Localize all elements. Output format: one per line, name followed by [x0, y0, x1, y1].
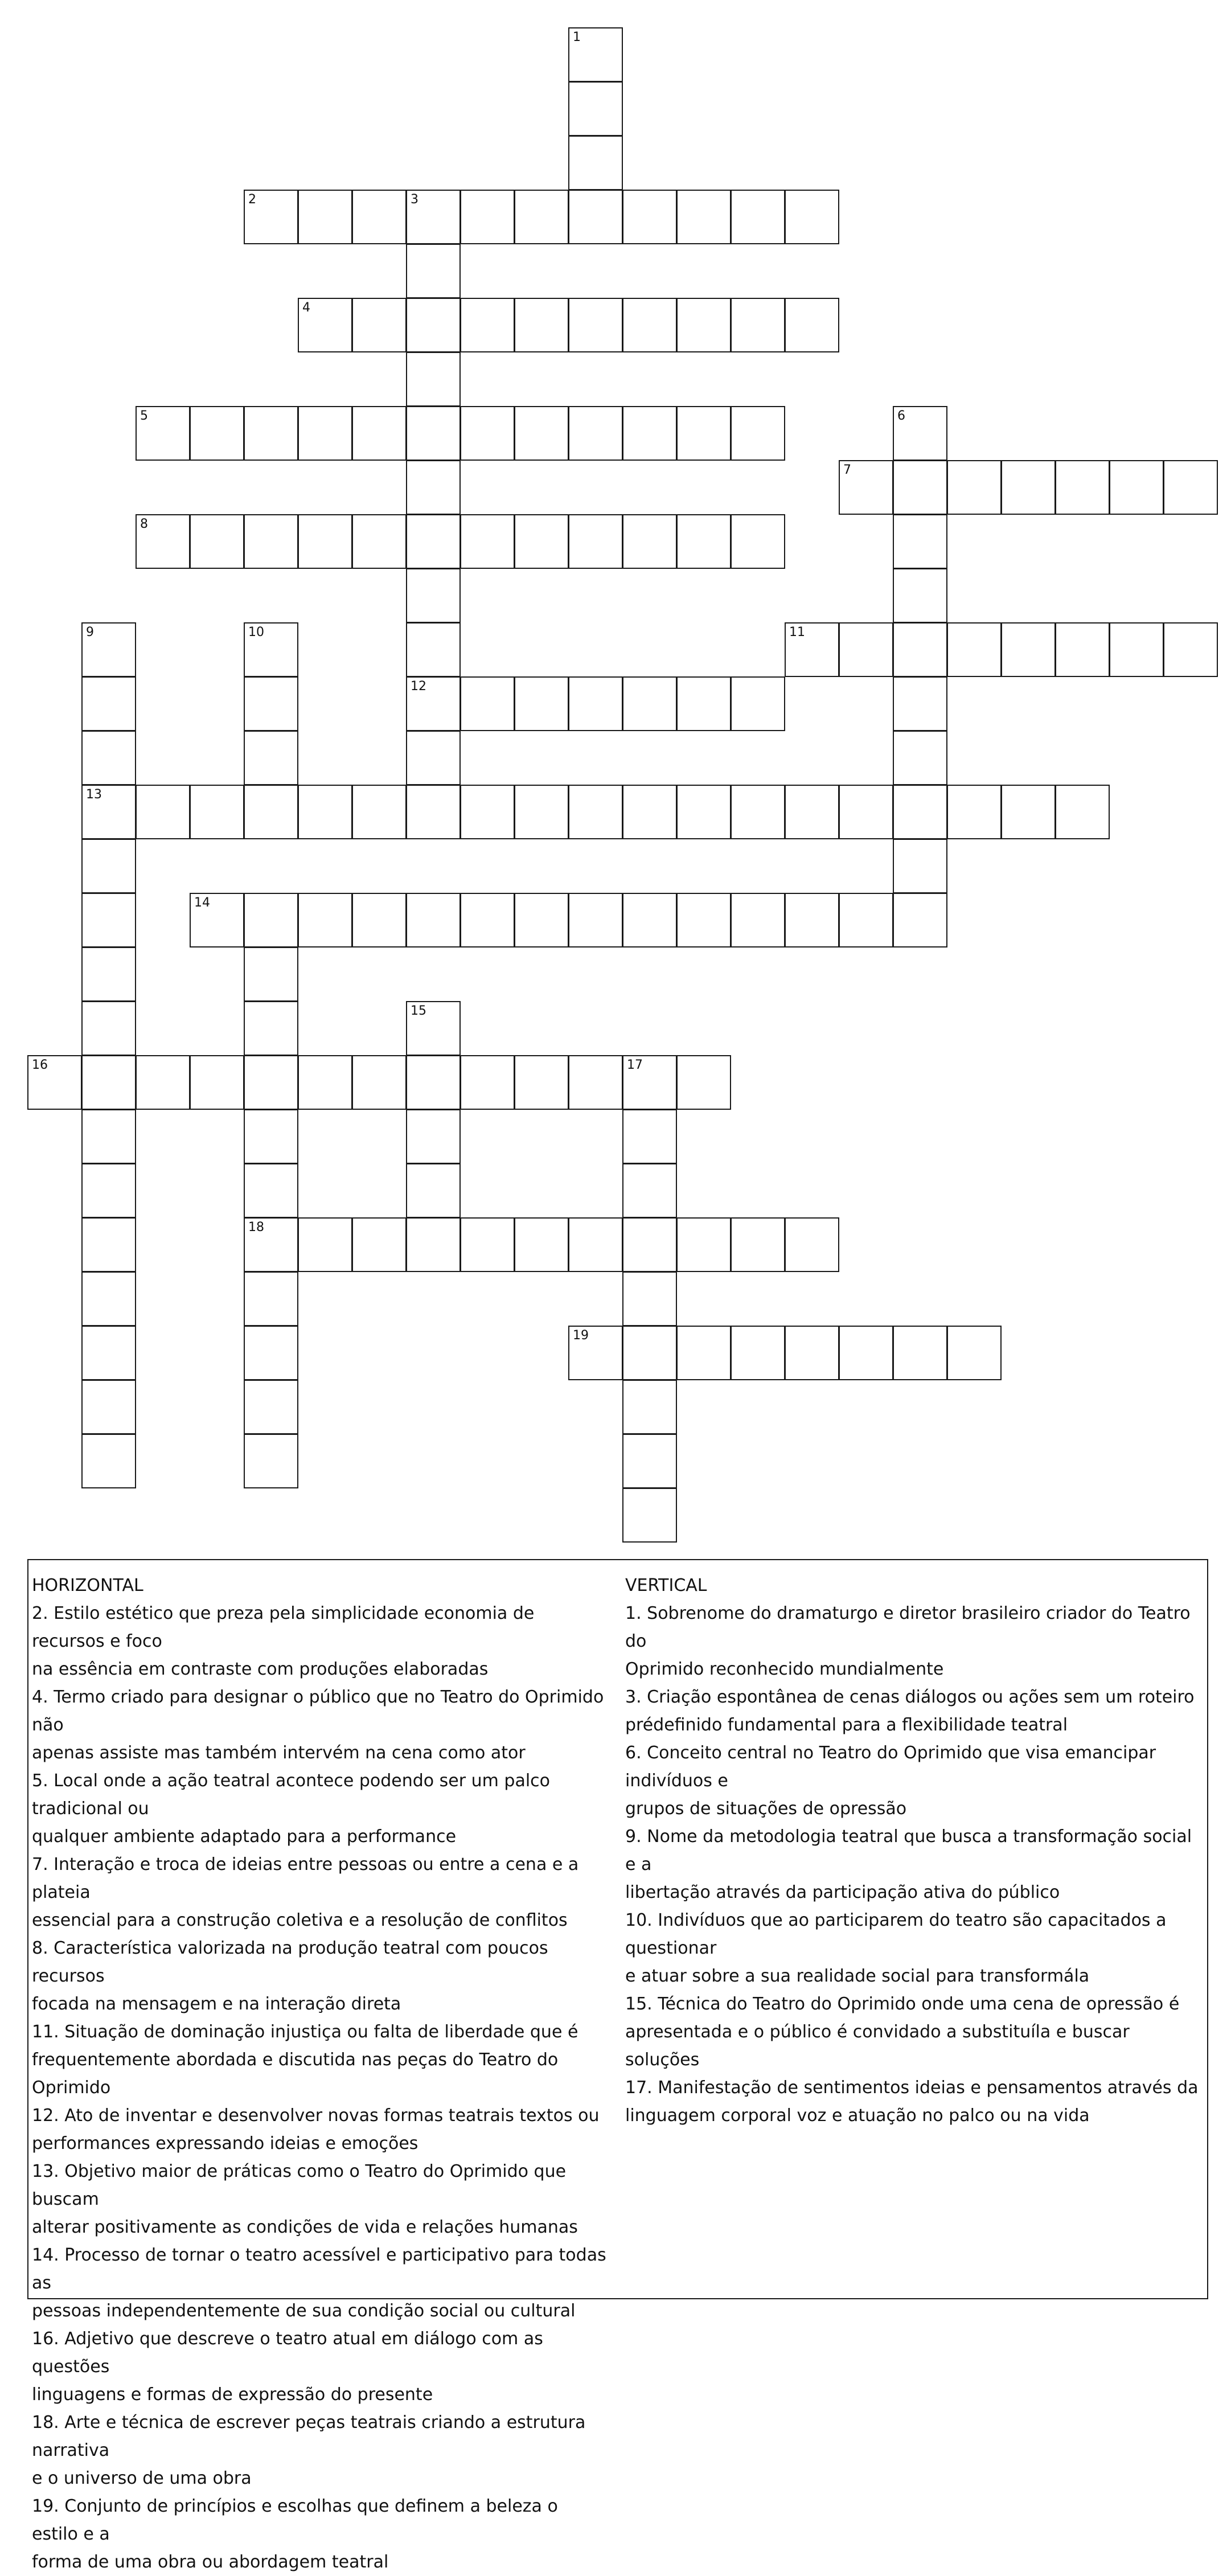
grid-cell[interactable] [244, 1380, 298, 1434]
grid-cell[interactable] [568, 785, 623, 839]
grid-cell[interactable] [460, 676, 515, 731]
grid-cell[interactable] [1001, 785, 1056, 839]
grid-cell[interactable] [568, 27, 623, 82]
grid-cell[interactable] [568, 893, 623, 947]
vertical-clue-line: e atuar sobre a sua realidade social para transformála [625, 1966, 1090, 1986]
vertical-clue-line: 10. Indivíduos que ao participarem do teatro são capacitados a questionar [625, 1910, 1167, 1958]
grid-cell[interactable] [947, 1326, 1002, 1380]
grid-cell[interactable] [406, 460, 461, 515]
grid-cell[interactable] [298, 1217, 352, 1272]
grid-cell[interactable] [136, 514, 190, 569]
vertical-clue-line: 15. Técnica do Teatro do Oprimido onde uma cena de opressão é [625, 1994, 1180, 2014]
grid-cell[interactable] [622, 893, 677, 947]
grid-cell[interactable] [298, 190, 352, 244]
grid-cell[interactable] [352, 298, 407, 352]
grid-cell[interactable] [136, 1055, 190, 1110]
grid-cell[interactable] [190, 406, 244, 461]
vertical-clue-line: 17. Manifestação de sentimentos ideias e pensamentos através da [625, 2078, 1199, 2098]
horizontal-clue-line: apenas assiste mas também intervém na cena como ator [32, 1743, 526, 1763]
grid-cell[interactable] [1055, 460, 1110, 515]
grid-cell[interactable] [622, 1163, 677, 1218]
grid-cell[interactable] [947, 785, 1002, 839]
grid-cell[interactable] [406, 1217, 461, 1272]
vertical-clues [625, 1572, 1200, 2130]
grid-cell[interactable] [622, 676, 677, 731]
grid-cell[interactable] [244, 676, 298, 731]
grid-cell[interactable] [731, 1217, 785, 1272]
grid-cell[interactable] [785, 298, 839, 352]
grid-cell[interactable] [81, 731, 136, 785]
clues-box [27, 1559, 1208, 2572]
clue-number: 4 [302, 301, 310, 315]
grid-cell[interactable] [244, 893, 298, 947]
grid-cell[interactable] [839, 622, 893, 677]
grid-cell[interactable] [244, 1055, 298, 1110]
grid-cell[interactable] [568, 190, 623, 244]
clue-number: 6 [897, 409, 905, 423]
grid-cell[interactable] [352, 514, 407, 569]
grid-cell[interactable] [244, 190, 298, 244]
vertical-clue-line: Oprimido reconhecido mundialmente [625, 1659, 944, 1679]
grid-cell[interactable] [893, 731, 947, 785]
vertical-title: VERTICAL [625, 1576, 707, 1595]
horizontal-clue-line: performances expressando ideias e emoções [32, 2134, 418, 2153]
grid-cell[interactable] [622, 1488, 677, 1543]
grid-cell[interactable] [893, 785, 947, 839]
grid-cell[interactable] [893, 676, 947, 731]
horizontal-clue-line: na essência em contraste com produções elaboradas [32, 1659, 489, 1679]
clue-number: 15 [411, 1004, 426, 1018]
grid-cell[interactable] [1001, 622, 1056, 677]
grid-cell[interactable] [460, 298, 515, 352]
grid-cell[interactable] [622, 1055, 677, 1110]
grid-cell[interactable] [1001, 460, 1056, 515]
clue-number: 9 [86, 625, 94, 639]
grid-cell[interactable] [676, 893, 731, 947]
grid-cell[interactable] [190, 785, 244, 839]
grid-cell[interactable] [406, 1163, 461, 1218]
grid-cell[interactable] [27, 1055, 82, 1110]
grid-cell[interactable] [136, 406, 190, 461]
horizontal-clue-line: frequentemente abordada e discutida nas peças do Teatro do Oprimido [32, 2050, 559, 2098]
grid-cell[interactable] [406, 785, 461, 839]
grid-cell[interactable] [568, 1326, 623, 1380]
grid-cell[interactable] [244, 1109, 298, 1164]
grid-cell[interactable] [568, 514, 623, 569]
grid-cell[interactable] [568, 406, 623, 461]
clue-number: 12 [411, 679, 426, 694]
grid-cell[interactable] [893, 839, 947, 893]
grid-cell[interactable] [514, 893, 569, 947]
grid-cell[interactable] [406, 406, 461, 461]
grid-cell[interactable] [568, 1055, 623, 1110]
grid-cell[interactable] [81, 1326, 136, 1380]
horizontal-clues [32, 1572, 607, 2576]
grid-cell[interactable] [244, 1163, 298, 1218]
grid-cell[interactable] [352, 1217, 407, 1272]
grid-cell[interactable] [893, 1326, 947, 1380]
grid-cell[interactable] [406, 514, 461, 569]
grid-cell[interactable] [81, 1001, 136, 1056]
grid-cell[interactable] [460, 1217, 515, 1272]
grid-cell[interactable] [893, 893, 947, 947]
grid-cell[interactable] [460, 893, 515, 947]
grid-cell[interactable] [81, 1380, 136, 1434]
grid-cell[interactable] [81, 676, 136, 731]
grid-cell[interactable] [298, 893, 352, 947]
horizontal-clue-line: 18. Arte e técnica de escrever peças teatrais criando a estrutura narrativa [32, 2413, 586, 2460]
grid-cell[interactable] [676, 676, 731, 731]
horizontal-clue-line: 16. Adjetivo que descreve o teatro atual em diálogo com as questões [32, 2329, 543, 2377]
grid-cell[interactable] [190, 893, 244, 947]
grid-cell[interactable] [244, 1271, 298, 1326]
grid-cell[interactable] [893, 514, 947, 569]
grid-cell[interactable] [622, 406, 677, 461]
clue-number: 19 [573, 1328, 589, 1343]
grid-cell[interactable] [676, 1326, 731, 1380]
grid-cell[interactable] [406, 731, 461, 785]
grid-cell[interactable] [81, 893, 136, 947]
grid-cell[interactable] [1109, 460, 1164, 515]
grid-cell[interactable] [676, 298, 731, 352]
grid-cell[interactable] [244, 947, 298, 1002]
grid-cell[interactable] [1055, 622, 1110, 677]
horizontal-clue-line: 5. Local onde a ação teatral acontece podendo ser um palco tradicional ou [32, 1771, 551, 1819]
grid-cell[interactable] [785, 622, 839, 677]
horizontal-clue-line: 12. Ato de inventar e desenvolver novas formas teatrais textos ou [32, 2106, 600, 2126]
clue-number: 16 [32, 1058, 48, 1072]
grid-cell[interactable] [568, 136, 623, 190]
grid-cell[interactable] [839, 785, 893, 839]
clue-number: 13 [86, 787, 102, 802]
grid-cell[interactable] [244, 1434, 298, 1488]
grid-cell[interactable] [839, 460, 893, 515]
horizontal-clue-line: e o universo de uma obra [32, 2468, 252, 2488]
horizontal-clue-line: 4. Termo criado para designar o público que no Teatro do Oprimido não [32, 1687, 604, 1735]
grid-cell[interactable] [622, 298, 677, 352]
grid-cell[interactable] [785, 1217, 839, 1272]
grid-cell[interactable] [81, 622, 136, 677]
horizontal-clue-line: forma de uma obra ou abordagem teatral [32, 2552, 389, 2572]
vertical-clue-line: grupos de situações de opressão [625, 1799, 907, 1819]
grid-cell[interactable] [731, 676, 785, 731]
grid-cell[interactable] [136, 785, 190, 839]
grid-cell[interactable] [947, 460, 1002, 515]
grid-cell[interactable] [514, 406, 569, 461]
grid-cell[interactable] [244, 1217, 298, 1272]
grid-cell[interactable] [947, 622, 1002, 677]
clue-number: 2 [248, 192, 256, 207]
grid-cell[interactable] [893, 622, 947, 677]
grid-cell[interactable] [406, 298, 461, 352]
grid-cell[interactable] [514, 1217, 569, 1272]
vertical-clue-line: prédefinido fundamental para a flexibilidade teatral [625, 1715, 1068, 1735]
horizontal-clue-line: 11. Situação de dominação injustiça ou falta de liberdade que é [32, 2022, 578, 2042]
grid-cell[interactable] [622, 1326, 677, 1380]
vertical-clue-line: 6. Conceito central no Teatro do Oprimido que visa emancipar indivíduos e [625, 1743, 1156, 1791]
grid-cell[interactable] [676, 785, 731, 839]
grid-cell[interactable] [406, 244, 461, 298]
grid-cell[interactable] [81, 1163, 136, 1218]
horizontal-clue-line: linguagens e formas de expressão do presente [32, 2385, 433, 2405]
grid-cell[interactable] [731, 1326, 785, 1380]
grid-cell[interactable] [460, 406, 515, 461]
grid-cell[interactable] [731, 190, 785, 244]
horizontal-clue-line: alterar positivamente as condições de vida e relações humanas [32, 2217, 578, 2237]
grid-cell[interactable] [244, 622, 298, 677]
grid-cell[interactable] [731, 893, 785, 947]
vertical-clue-line: apresentada e o público é convidado a substituíla e buscar soluções [625, 2022, 1130, 2070]
grid-cell[interactable] [406, 676, 461, 731]
grid-cell[interactable] [352, 406, 407, 461]
grid-cell[interactable] [731, 514, 785, 569]
clue-number: 5 [140, 409, 148, 423]
vertical-clue-line: 9. Nome da metodologia teatral que busca a transformação social e a [625, 1827, 1192, 1874]
grid-cell[interactable] [622, 190, 677, 244]
grid-cell[interactable] [1055, 785, 1110, 839]
grid-cell[interactable] [81, 1055, 136, 1110]
grid-cell[interactable] [622, 1109, 677, 1164]
grid-cell[interactable] [622, 785, 677, 839]
grid-cell[interactable] [406, 190, 461, 244]
clue-number: 3 [411, 192, 418, 207]
grid-cell[interactable] [406, 1001, 461, 1056]
horizontal-clue-line: 14. Processo de tornar o teatro acessível e participativo para todas as [32, 2245, 606, 2293]
grid-cell[interactable] [676, 514, 731, 569]
grid-cell[interactable] [676, 406, 731, 461]
grid-cell[interactable] [244, 406, 298, 461]
vertical-clue-line: linguagem corporal voz e atuação no palco ou na vida [625, 2106, 1090, 2126]
grid-cell[interactable] [406, 1055, 461, 1110]
grid-cell[interactable] [622, 1217, 677, 1272]
grid-cell[interactable] [731, 406, 785, 461]
grid-cell[interactable] [622, 1380, 677, 1434]
grid-cell[interactable] [785, 1326, 839, 1380]
grid-cell[interactable] [676, 190, 731, 244]
grid-cell[interactable] [81, 839, 136, 893]
grid-cell[interactable] [81, 947, 136, 1002]
grid-cell[interactable] [622, 1271, 677, 1326]
grid-cell[interactable] [298, 406, 352, 461]
horizontal-clue-line: 19. Conjunto de princípios e escolhas que definem a beleza o estilo e a [32, 2496, 558, 2544]
grid-cell[interactable] [514, 1055, 569, 1110]
grid-cell[interactable] [460, 1055, 515, 1110]
grid-cell[interactable] [190, 1055, 244, 1110]
grid-cell[interactable] [785, 190, 839, 244]
horizontal-clue-line: qualquer ambiente adaptado para a performance [32, 1827, 457, 1847]
grid-cell[interactable] [81, 1109, 136, 1164]
grid-cell[interactable] [1109, 622, 1164, 677]
grid-cell[interactable] [893, 406, 947, 461]
horizontal-clue-line: 13. Objetivo maior de práticas como o Teatro do Oprimido que buscam [32, 2161, 567, 2209]
grid-cell[interactable] [1163, 622, 1218, 677]
grid-cell[interactable] [893, 460, 947, 515]
grid-cell[interactable] [514, 298, 569, 352]
grid-cell[interactable] [298, 1055, 352, 1110]
grid-cell[interactable] [1163, 460, 1218, 515]
grid-cell[interactable] [244, 785, 298, 839]
grid-cell[interactable] [460, 785, 515, 839]
grid-cell[interactable] [244, 514, 298, 569]
grid-cell[interactable] [568, 298, 623, 352]
grid-cell[interactable] [298, 514, 352, 569]
grid-cell[interactable] [731, 785, 785, 839]
grid-cell[interactable] [785, 893, 839, 947]
vertical-clue-line: libertação através da participação ativa do público [625, 1882, 1060, 1902]
grid-cell[interactable] [514, 676, 569, 731]
horizontal-clue-line: focada na mensagem e na interação direta [32, 1994, 401, 2014]
grid-cell[interactable] [568, 1217, 623, 1272]
grid-cell[interactable] [460, 514, 515, 569]
grid-cell[interactable] [514, 514, 569, 569]
vertical-clue-line: 3. Criação espontânea de cenas diálogos ou ações sem um roteiro [625, 1687, 1195, 1707]
grid-cell[interactable] [406, 352, 461, 407]
clue-number: 1 [573, 30, 581, 44]
horizontal-title: HORIZONTAL [32, 1576, 143, 1595]
grid-cell[interactable] [352, 785, 407, 839]
grid-cell[interactable] [406, 1109, 461, 1164]
clue-number: 10 [248, 625, 264, 639]
clue-number: 8 [140, 517, 148, 531]
grid-cell[interactable] [352, 1055, 407, 1110]
horizontal-clue-line: pessoas independentemente de sua condição social ou cultural [32, 2301, 576, 2321]
grid-cell[interactable] [514, 785, 569, 839]
grid-cell[interactable] [568, 81, 623, 136]
grid-cell[interactable] [81, 785, 136, 839]
grid-cell[interactable] [81, 1271, 136, 1326]
clue-number: 14 [194, 896, 210, 910]
grid-cell[interactable] [81, 1434, 136, 1488]
vertical-clue-line: 1. Sobrenome do dramaturgo e diretor brasileiro criador do Teatro do [625, 1603, 1191, 1651]
grid-cell[interactable] [406, 568, 461, 623]
grid-cell[interactable] [406, 622, 461, 677]
grid-cell[interactable] [352, 190, 407, 244]
grid-cell[interactable] [244, 731, 298, 785]
grid-cell[interactable] [839, 1326, 893, 1380]
grid-cell[interactable] [298, 785, 352, 839]
grid-cell[interactable] [460, 190, 515, 244]
grid-cell[interactable] [352, 893, 407, 947]
horizontal-clue-line: 2. Estilo estético que preza pela simplicidade economia de recursos e foco [32, 1603, 535, 1651]
grid-cell[interactable] [785, 785, 839, 839]
grid-cell[interactable] [190, 514, 244, 569]
horizontal-clue-line: 8. Característica valorizada na produção teatral com poucos recursos [32, 1938, 548, 1986]
grid-cell[interactable] [622, 1434, 677, 1488]
grid-cell[interactable] [731, 298, 785, 352]
horizontal-clue-line: essencial para a construção coletiva e a resolução de conflitos [32, 1910, 568, 1930]
grid-cell[interactable] [568, 676, 623, 731]
grid-cell[interactable] [676, 1055, 731, 1110]
grid-cell[interactable] [622, 514, 677, 569]
clue-number: 18 [248, 1220, 264, 1234]
grid-cell[interactable] [244, 1326, 298, 1380]
grid-cell[interactable] [81, 1217, 136, 1272]
grid-cell[interactable] [676, 1217, 731, 1272]
horizontal-clue-line: 7. Interação e troca de ideias entre pessoas ou entre a cena e a plateia [32, 1855, 579, 1902]
clue-number: 17 [627, 1058, 643, 1072]
grid-cell[interactable] [893, 568, 947, 623]
grid-cell[interactable] [244, 1001, 298, 1056]
grid-cell[interactable] [839, 893, 893, 947]
clue-number: 7 [843, 463, 851, 477]
grid-cell[interactable] [298, 298, 352, 352]
grid-cell[interactable] [406, 893, 461, 947]
grid-cell[interactable] [514, 190, 569, 244]
clue-number: 11 [789, 625, 805, 639]
